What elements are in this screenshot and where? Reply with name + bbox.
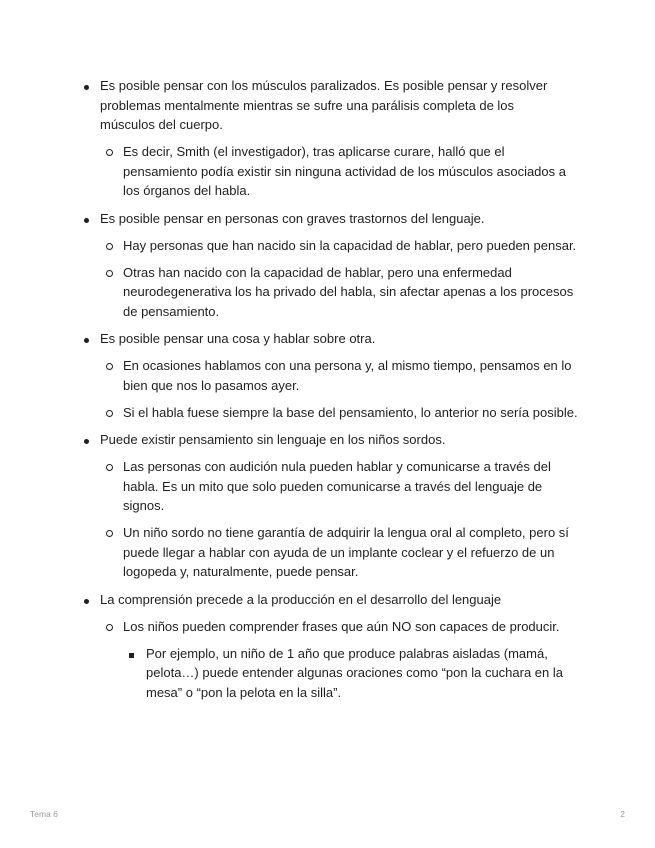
list-item	[0, 142, 578, 201]
list-item	[0, 590, 572, 610]
list-item	[0, 644, 576, 703]
list-item-text: Por ejemplo, un niño de 1 año que produce palabras aisladas (mamá, pelota…) puede entender algunas oraciones como “pon la cuchara en la mesa” o “pon la pelota en la silla”.	[146, 645, 563, 700]
list-item-text: Es posible pensar con los músculos paralizados. Es posible pensar y resolver problemas mentalmente mientras se sufre una parálisis completa de los músculos del cuerpo.	[100, 78, 548, 133]
list-item-text: Otras han nacido con la capacidad de hablar, pero una enfermedad neurodegenerativa los ha privado del habla, sin afectar apenas a los procesos de pensamiento.	[123, 264, 574, 319]
list-item-text: En ocasiones hablamos con una persona y, al mismo tiempo, pensamos en lo bien que nos lo pasamos ayer.	[123, 358, 572, 393]
bullet-disc-icon	[84, 76, 89, 96]
bullet-circle-icon	[106, 403, 113, 423]
bullet-circle-icon	[106, 263, 113, 283]
list-item	[0, 263, 578, 322]
bullet-disc-icon	[84, 590, 89, 610]
list-item-text: La comprensión precede a la producción en el desarrollo del lenguaje	[100, 591, 502, 607]
list-item	[0, 457, 578, 516]
list-item	[0, 617, 578, 637]
list-item-text: Un niño sordo no tiene garantía de adquirir la lengua oral al completo, pero sí puede llegar a hablar con ayuda de un implante coclear y el refuerzo de un logopeda y, naturalmente, puede pensar.	[123, 525, 569, 580]
list-item	[0, 209, 572, 229]
list-item-text: Es posible pensar una cosa y hablar sobre otra.	[100, 331, 376, 347]
footer-page-number: 2	[620, 809, 625, 819]
bullet-disc-icon	[84, 430, 89, 450]
list-item	[0, 236, 578, 256]
list-item-text: Hay personas que han nacido sin la capacidad de hablar, pero pueden pensar.	[123, 237, 577, 253]
bullet-circle-icon	[106, 523, 113, 543]
list-item	[0, 430, 572, 450]
list-item	[0, 403, 578, 423]
bullet-circle-icon	[106, 457, 113, 477]
list-item-text: Si el habla fuese siempre la base del pensamiento, lo anterior no sería posible.	[123, 404, 578, 420]
bullet-disc-icon	[84, 209, 89, 229]
list-item-text: Las personas con audición nula pueden hablar y comunicarse a través del habla. Es un mito que solo pueden comunicarse a través del lenguaje de signos.	[123, 459, 551, 514]
list-item-text: Es posible pensar en personas con graves trastornos del lenguaje.	[100, 210, 485, 226]
bullet-square-icon	[129, 644, 134, 664]
list-item	[0, 356, 578, 395]
list-item-text: Es decir, Smith (el investigador), tras aplicarse curare, halló que el pensamiento podía existir sin ninguna actividad de los músculos asociados a los órganos del habla.	[123, 144, 566, 199]
bullet-circle-icon	[106, 236, 113, 256]
list-item-text: Los niños pueden comprender frases que aún NO son capaces de producir.	[123, 618, 560, 634]
bullet-disc-icon	[84, 329, 89, 349]
footer-topic-label: Tema 6	[30, 809, 58, 819]
bullet-list	[0, 76, 655, 710]
list-item	[0, 76, 572, 135]
bullet-circle-icon	[106, 142, 113, 162]
list-item	[0, 523, 578, 582]
bullet-circle-icon	[106, 617, 113, 637]
bullet-circle-icon	[106, 356, 113, 376]
list-item	[0, 329, 572, 349]
list-item-text: Puede existir pensamiento sin lenguaje en los niños sordos.	[100, 431, 446, 447]
